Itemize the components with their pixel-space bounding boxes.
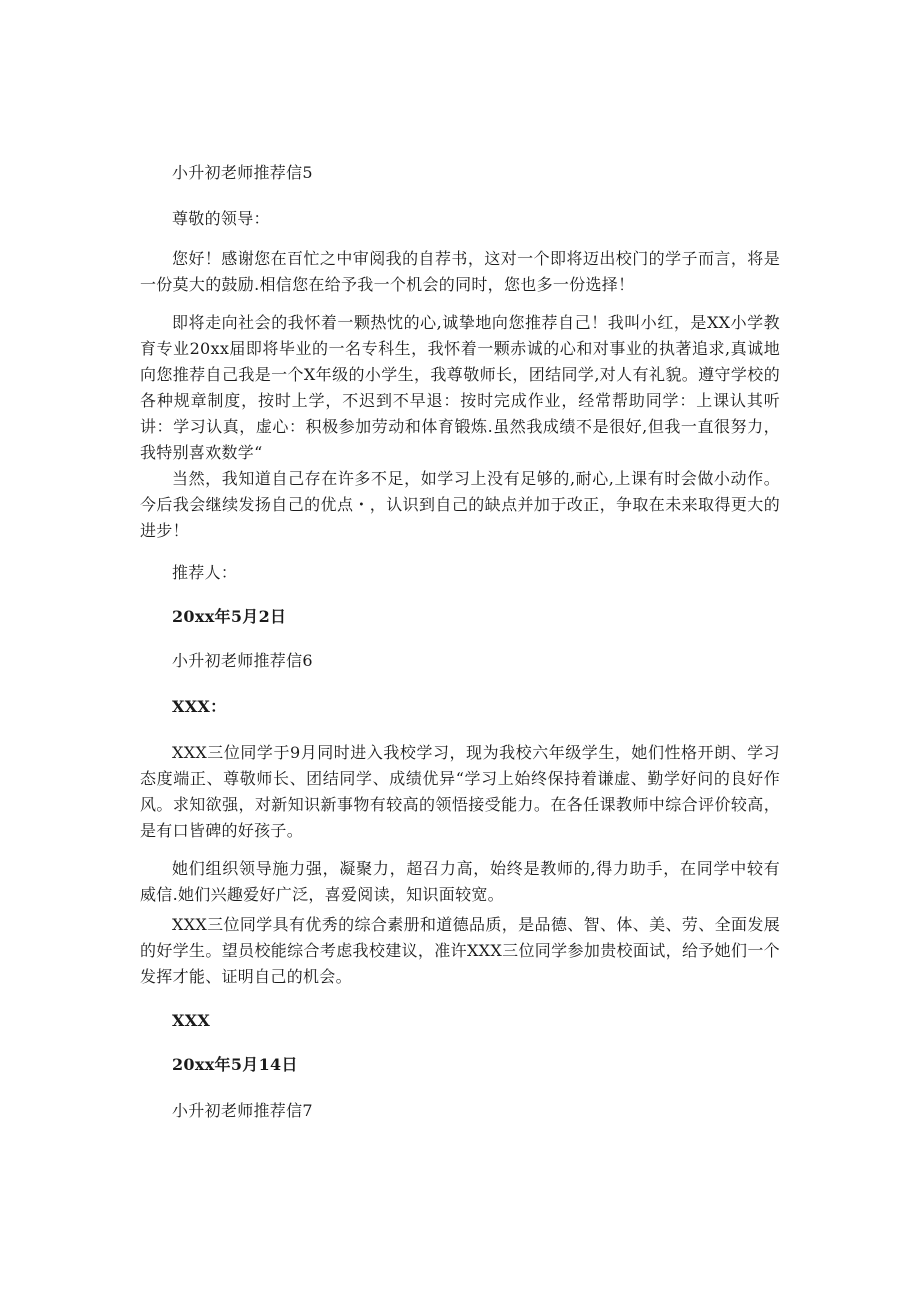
letter6-salutation: XXX： xyxy=(172,697,227,716)
letter5-salutation: 尊敬的领导： xyxy=(172,209,270,228)
letter6-date: 20xx年5月14日 xyxy=(172,1055,298,1074)
letter5-title: 小升初老师推荐信5 xyxy=(172,163,313,182)
letter5-paragraph-2: 即将走向社会的我怀着一颗热忱的心,诚挚地向您推荐自己！我叫小红，是XX小学教育专业20xx届即将毕业的一名专科生，我怀着一颗赤诚的心和对事业的执著追求,真诚地向您推荐自己我是一个X年级的小学生，我尊敬师长，团结同学,对人有礼貌。遵守学校的各种规章制度，按时上学，不迟到不早退：按时完成作业，经常帮助同学：上课认其听讲：学习认真，虚心：积极参加劳动和体育锻炼.虽然我成绩不是很好,但我一直很努力，我特别喜欢数学“ xyxy=(140,313,780,462)
letter5-paragraph-3: 当然，我知道自己存在许多不足，如学习上没有足够的,耐心,上课有时会做小动作。今后我会继续发扬自己的优点・，认识到自己的缺点并加于改正，争取在未来取得更大的进步！ xyxy=(140,469,780,540)
letter6-title: 小升初老师推荐信6 xyxy=(172,651,313,670)
letter6-signer: XXX xyxy=(172,1011,211,1030)
letter5-paragraph-1: 您好！感谢您在百忙之中审阅我的自荐书，这对一个即将迈出校门的学子而言，将是一份莫大的鼓励.相信您在给予我一个机会的同时，您也多一份选择！ xyxy=(140,249,780,294)
letter6-paragraph-2: 她们组织领导施力强，凝聚力，超召力高，始终是教师的,得力助手，在同学中较有威信.她们兴趣爱好广泛，喜爱阅读，知识面较宽。 xyxy=(140,859,780,904)
letter5-date: 20xx年5月2日 xyxy=(172,607,287,626)
letter5-signer-label: 推荐人： xyxy=(172,563,238,582)
letter6-paragraph-1: XXX三位同学于9月同时进入我校学习，现为我校六年级学生，她们性格开朗、学习态度端正、尊敬师长、团结同学、成绩优异“学习上始终保持着谦虚、勤学好问的良好作风。求知欲强，对新知识新事物有较高的领悟接受能力。在各任课教师中综合评价较高，是有口皆碑的好孩子。 xyxy=(140,743,780,840)
letter6-paragraph-3: XXX三位同学具有优秀的综合素册和道德品质，是品德、智、体、美、劳、全面发展的好学生。望员校能综合考虑我校建议，准许XXX三位同学参加贵校面试，给予她们一个发挥才能、证明自己的机会。 xyxy=(140,915,780,986)
letter7-title: 小升初老师推荐信7 xyxy=(172,1101,313,1120)
